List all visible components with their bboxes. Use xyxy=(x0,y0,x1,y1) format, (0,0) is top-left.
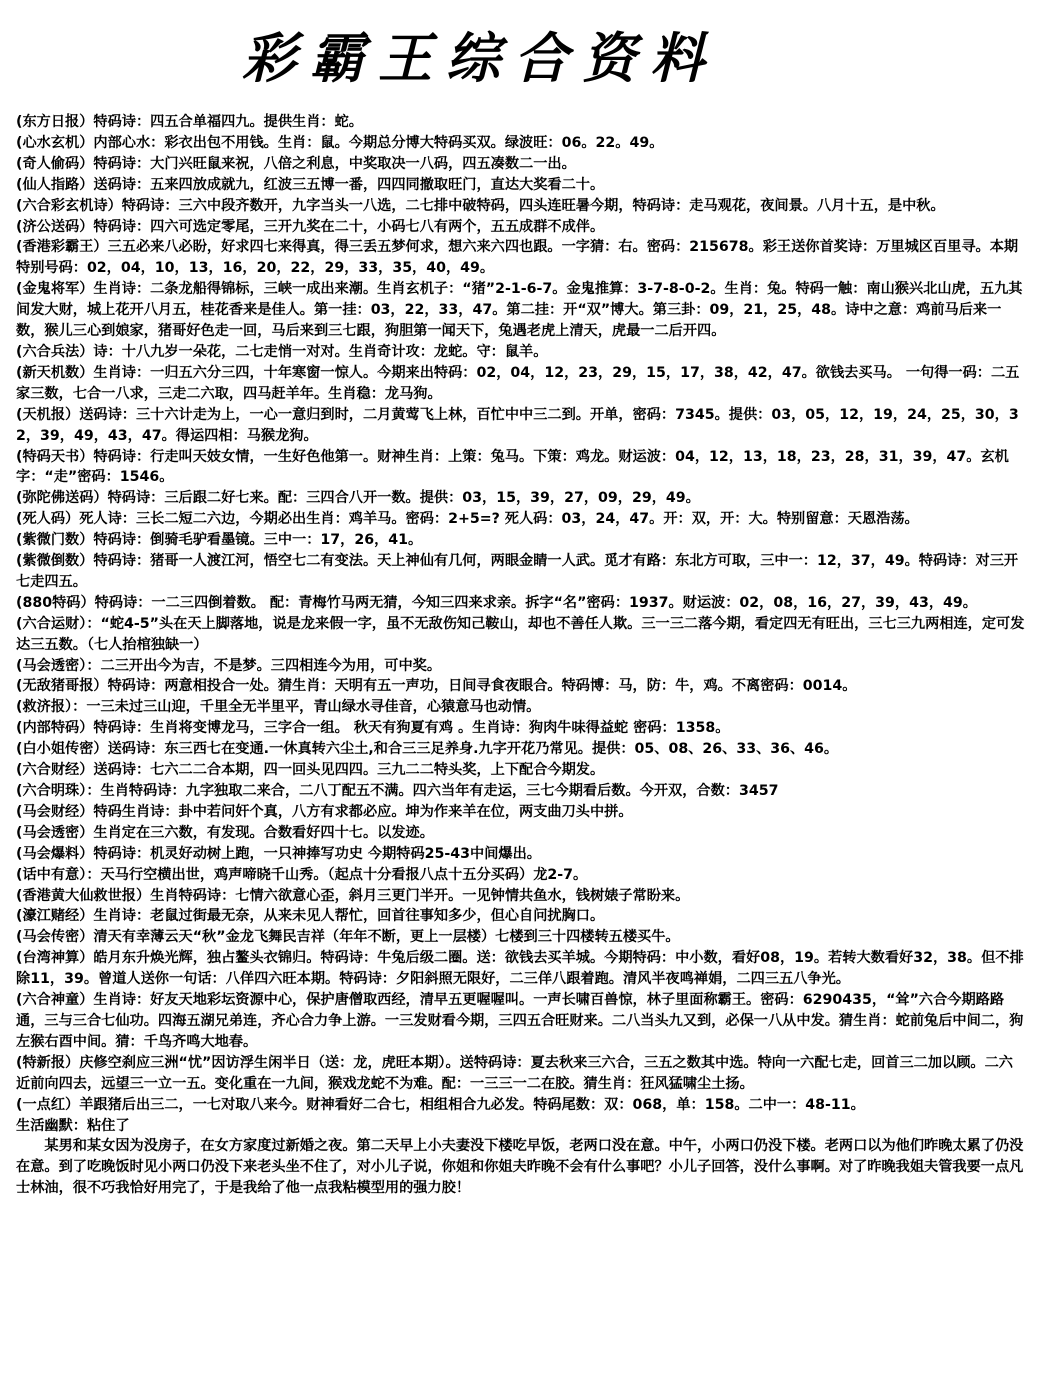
joke-body: 某男和某女因为没房子，在女方家度过新婚之夜。第二天早上小夫妻没下楼吃早饭，老两口没在意。中午，小两口仍没下楼。老两口以为他们昨晚太累了仍没在意。到了吃晚饭时见小两口仍没下来老头坐不住了，对小儿子说，你姐和你姐夫昨晚不会有什么事吧？小儿子回答，没什么事啊。对了昨晚我姐夫管我要一点凡士林油，很不巧我恰好用完了，于是我给了他一点我粘模型用的强力胶！ xyxy=(16,1138,1024,1197)
list-item: (马会财经）特码生肖诗：卦中若问奸个真，八方有求都必应。坤为作来羊在位，两支曲刀头中拼。 xyxy=(16,803,633,820)
list-item: (救济报）：一三未过三山迎，千里全无半里平，青山绿水寻佳音，心猿意马也动情。 xyxy=(16,699,541,716)
list-item: (六合明珠）：生肖特码诗：九字独取二来合，二八丁配五不满。四六当年有走运，三七今期看后数。今开双，合数：3457 xyxy=(16,783,779,799)
list-item: (特码天书）特码诗：行走叫天妓女情，一生好色他第一。财神生肖：上策：兔马。下策：鸡龙。财运波：04，12，13，18，23，28，31，39，47。玄机字：“走”密码：1546。 xyxy=(16,448,1009,486)
list-item: (特新报）庆修空刹应三洲“忧”因访浮生闲半日（送：龙，虎旺本期）。送特码诗：夏去秋来三六合，三五之数其中选。特向一六配七走，回首三二加以顾。二六近前向四去，远望三一立一五。变化重在一九间，猴戏龙蛇不为难。配：一三三一二在胶。猜生肖：狂风猛啸尘土扬。 xyxy=(16,1054,1013,1092)
list-item: (东方日报）特码诗：四五合单福四九。提供生肖：蛇。 xyxy=(16,114,363,130)
document-body xyxy=(16,112,1026,1199)
list-item: (白小姐传密）送码诗：东三西七在变通.一休真转六尘土,和合三三足养身.九字开花乃常见。提供：05、08、26、33、36、46。 xyxy=(16,741,839,758)
list-item: (天机报）送码诗：三十六计走为上，一心一意归到时，二月黄莺飞上林，百忙中中三二到。开单，密码：7345。提供：03，05，12，19，24，25，30，32，39，49，43，47。得运四相：马猴龙狗。 xyxy=(16,406,1019,444)
list-item: (无敌猪哥报）特码诗：两意相投合一处。猜生肖：天明有五一声功，日间寻食夜眼合。特码博：马，防：牛，鸡。不离密码：0014。 xyxy=(16,678,857,695)
list-item: (880特码）特码诗：一二三四倒着数。 配：青梅竹马两无猜，今知三四来求亲。拆字“名”密码：1937。财运波：02，08，16，27，39，43，49。 xyxy=(16,594,977,611)
list-item: (六合兵法）诗：十八九岁一朵花，二七走悄一对对。生肖奇计攻：龙蛇。守：鼠羊。 xyxy=(16,343,548,360)
list-item: (仙人指路）送码诗：五来四放成就九，红波三五博一番，四四同撤取旺门，直达大奖看二十。 xyxy=(16,176,605,193)
list-item: (六合彩玄机诗）特码诗：三六中段齐数开，九字当头一八选，二七排中破特码，四头连旺暑今期，特码诗：走马观花，夜间景。八月十五，是中秋。 xyxy=(16,197,945,214)
list-item: (内部特码）特码诗：生肖将变博龙马，三字合一组。 秋天有狗夏有鸡 。生肖诗：狗肉牛味得益蛇 密码：1358。 xyxy=(16,720,730,737)
list-item: (金鬼将军）生肖诗：二条龙船得锦标，三峡一成出来潮。生肖玄机子：“猪”2-1-6-7。金鬼推算：3-7-8-0-2。生肖：兔。特码一触：南山猴兴北山虎，五九其间发大财，城上花开八月五，桂花香来是佳人。第一挂：03，22，33，47。第二挂：开“双”博大。第三卦：09，21，25，48。诗中之意：鸡前马后来一数，猴儿三心到娘家，猪哥好色走一回，马后来到三七跟，狗胆第一闻天下，兔遇老虎上清天，虎最一二后开四。 xyxy=(16,281,1023,340)
list-item: (心水玄机）内部心水：彩衣出包不用钱。生肖：鼠。今期总分博大特码买双。绿波旺：06。22。49。 xyxy=(16,134,664,151)
list-item: (香港彩霸王）三五必来八必盼，好求四七来得真，得三丢五梦何求，想六来六四也跟。一字猜：右。密码：215678。彩王送你首奖诗：万里城区百里寻。本期特别号码：02，04，10，13，16，20，22，29，33，35，40，49。 xyxy=(16,239,1019,277)
list-item: (紫微门数）特码诗：倒骑毛驴看墨镜。三中一：17，26，41。 xyxy=(16,532,423,549)
list-item: (一点红）羊跟猪后出三二，一七对取八来今。财神看好二合七，相组相合九必发。特码尾数：双：068，单：158。二中一：48-11。 xyxy=(16,1096,865,1113)
list-item: (马会透密）生肖定在三六数，有发现。合数看好四十七。以发迹。 xyxy=(16,824,434,841)
list-item: (话中有意）：天马行空横出世，鸡声啼晓千山秀。（起点十分看报八点十五分买码）龙2-7。 xyxy=(16,866,588,883)
list-item: (马会爆料）特码诗：机灵好动树上跑，一只神捧写功史 今期特码25-43中间爆出。 xyxy=(16,845,541,862)
list-item: (弥陀佛送码）特码诗：三后跟二好七来。配：三四合八开一数。提供：03，15，39，27，09，29，49。 xyxy=(16,490,700,507)
list-item: (香港黄大仙救世报）生肖特码诗：七情六欲意心歪，斜月三更门半开。一见钟情共鱼水，钱树婊子常盼来。 xyxy=(16,887,690,904)
list-item: (马会透密）：二三开出今为吉，不是梦。三四相连今为用，可中奖。 xyxy=(16,657,442,674)
list-item: (濠江赌经）生肖诗：老鼠过街最无奈，从来未见人帮忙，回首往事知多少，但心自问扰胸口。 xyxy=(16,908,605,925)
list-item: (六合运财）：“蛇4-5”头在天上脚落地，说是龙来假一字，虽不无敌伤知己鞍山，却也不善任人欺。三一三二落今期，看定四无有旺出，三七三九两相连，定可发达三五数。（七人抬棺独缺一） xyxy=(16,615,1025,653)
list-item: (马会传密）清天有幸薄云天“秋”金龙飞舞民吉祥（年年不断，更上一层楼）七楼到三十四楼转五楼买牛。 xyxy=(16,929,680,946)
list-item: (台湾神算）皓月东升焕光辉，独占鳌头衣锦归。特码诗：牛兔后级二圈。送：欲钱去买羊城。今期特码：中小数，看好08，19。若转大数看好32，38。但不排除11，39。曾道人送你一句话：八佯四六旺本期。特码诗：夕阳斜照无限好，二三佯八跟着跑。清风半夜鸣禅娟，二四三五八争光。 xyxy=(16,950,1024,988)
list-item: (济公送码）特码诗：四六可选定零尾，三开九奖在二十，小码七八有两个，五五成群不成伴。 xyxy=(16,218,605,235)
list-item: (死人码）死人诗：三长二短二六边，今期必出生肖：鸡羊马。密码：2+5=? 死人码：03，24，47。开：双，开：大。特别留意：天恩浩荡。 xyxy=(16,511,919,528)
page-title: 彩霸王综合资料 xyxy=(242,26,718,90)
list-item: (六合神童）生肖诗：好友天地彩坛资源中心，保护唐僧取西经，清早五更喔喔叫。一声长啸百兽惊，林子里面称霸王。密码：6290435，“耸”六合今期路路通，三与三合七仙功。四海五湖兄弟连，齐心合力争上游。一三发财看今期，三四五合旺财来。二八当头九又到，必保一八从中发。猜生肖：蛇前兔后中间二，狗左猴右酉中间。猜：千鸟齐鸣大地春。 xyxy=(16,992,1024,1050)
list-item: (奇人偷码）特码诗：大门兴旺鼠来祝，八倍之利息，中奖取决一八码，四五凑数二一出。 xyxy=(16,155,576,172)
list-item: (紫微倒数）特码诗：猪哥一人渡江河，悟空七二有变法。天上神仙有几何，两眼金睛一人武。觅才有路：东北方可取，三中一：12，37，49。特码诗：对三开七走四五。 xyxy=(16,553,1019,590)
list-item: (六合财经）送码诗：七六二二合本期，四一回头见四四。三九二二特头奖，上下配合今期发。 xyxy=(16,762,605,779)
joke-heading: 生活幽默：粘住了 xyxy=(16,1117,130,1134)
list-item: (新天机数）生肖诗：一归五六分三四，十年寒窗一惊人。今期来出特码：02，04，12，23，29，15，17，38，42，47。欲钱去买马。 一句得一码：二五家三数，七合一八求，三走二六取，四马赶羊年。生肖稳：龙马狗。 xyxy=(16,364,1020,402)
